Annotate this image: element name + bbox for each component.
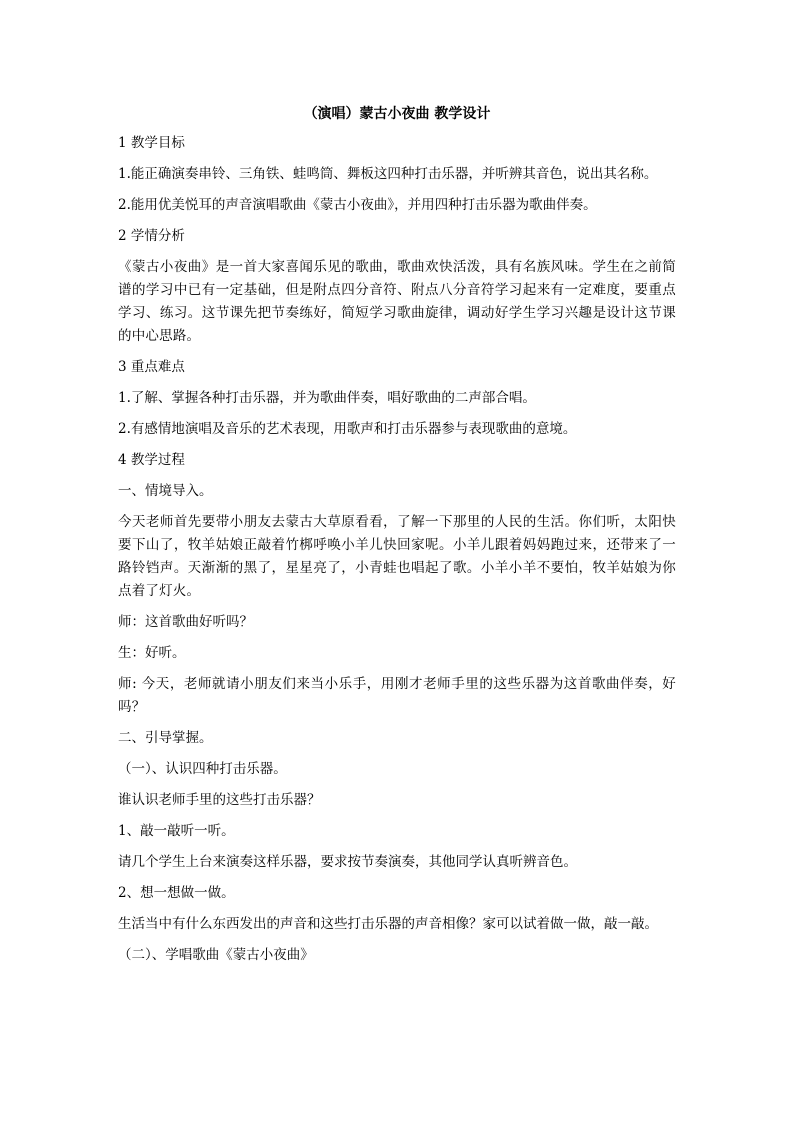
process-step-guide-heading: 二、引导掌握。 [118,730,213,746]
dialogue-teacher-1: 师：这首歌曲好听吗？ [118,614,253,630]
section-heading-key-points: 3 重点难点 [118,359,185,375]
analysis-paragraph: 《蒙古小夜曲》是一首大家喜闻乐见的歌曲，歌曲欢快活泼，具有名族风味。学生在之前简谱的学习中已有一定基础，但是附点四分音符、附点八分音符学习起来有一定难度，要重点学习、练习。这节课先把节奏练好，简短学习歌曲旋律，调动好学生学习兴趣是设计这节课的中心思路。 [118,259,676,344]
activity-2-heading: 2、想一想做一做。 [118,885,235,901]
activity-2-text: 生活当中有什么东西发出的声音和这些打击乐器的声音相像？家可以试着做一做，敲一敲。 [118,916,658,932]
section-heading-goals: 1 教学目标 [118,135,185,151]
goal-item-2: 2.能用优美悦耳的声音演唱歌曲《蒙古小夜曲》，并用四种打击乐器为歌曲伴奏。 [118,197,597,213]
process-step-intro-heading: 一、情境导入。 [118,483,213,499]
dialogue-student-1: 生：好听。 [118,645,186,661]
activity-1-text: 请几个学生上台来演奏这样乐器，要求按节奏演奏，其他同学认真听辨音色。 [118,854,577,870]
key-point-1: 1.了解、掌握各种打击乐器，并为歌曲伴奏，唱好歌曲的二声部合唱。 [118,390,536,406]
dialogue-teacher-2: 师: 今天，老师就请小朋友们来当小乐手，用刚才老师手里的这些乐器为这首歌曲伴奏，好吗？ [118,676,676,715]
document-title: （演唱）蒙古小夜曲 教学设计 [303,106,491,122]
section-heading-process: 4 教学过程 [118,452,185,468]
subsection-learn-song: （二）、学唱歌曲《蒙古小夜曲》 [118,947,314,963]
activity-1-heading: 1、敲一敲听一听。 [118,823,235,839]
subsection-instruments: （一）、认识四种打击乐器。 [118,761,287,777]
goal-item-1: 1.能正确演奏串铃、三角铁、蛙鸣筒、舞板这四种打击乐器，并听辨其音色，说出其名称。 [118,166,658,182]
document-body [118,132,676,975]
question-instruments: 谁认识老师手里的这些打击乐器？ [118,792,321,808]
section-heading-analysis: 2 学情分析 [118,228,185,244]
intro-paragraph: 今天老师首先要带小朋友去蒙古大草原看看，了解一下那里的人民的生活。你们听，太阳快要下山了，牧羊姑娘正敲着竹梆呼唤小羊儿快回家呢。小羊儿跟着妈妈跑过来，还带来了一路铃铛声。天渐渐的黑了，星星亮了，小青蛙也唱起了歌。小羊小羊不要怕，牧羊姑娘为你点着了灯火。 [118,514,676,599]
key-point-2: 2.有感情地演唱及音乐的艺术表现，用歌声和打击乐器参与表现歌曲的意境。 [118,421,577,437]
